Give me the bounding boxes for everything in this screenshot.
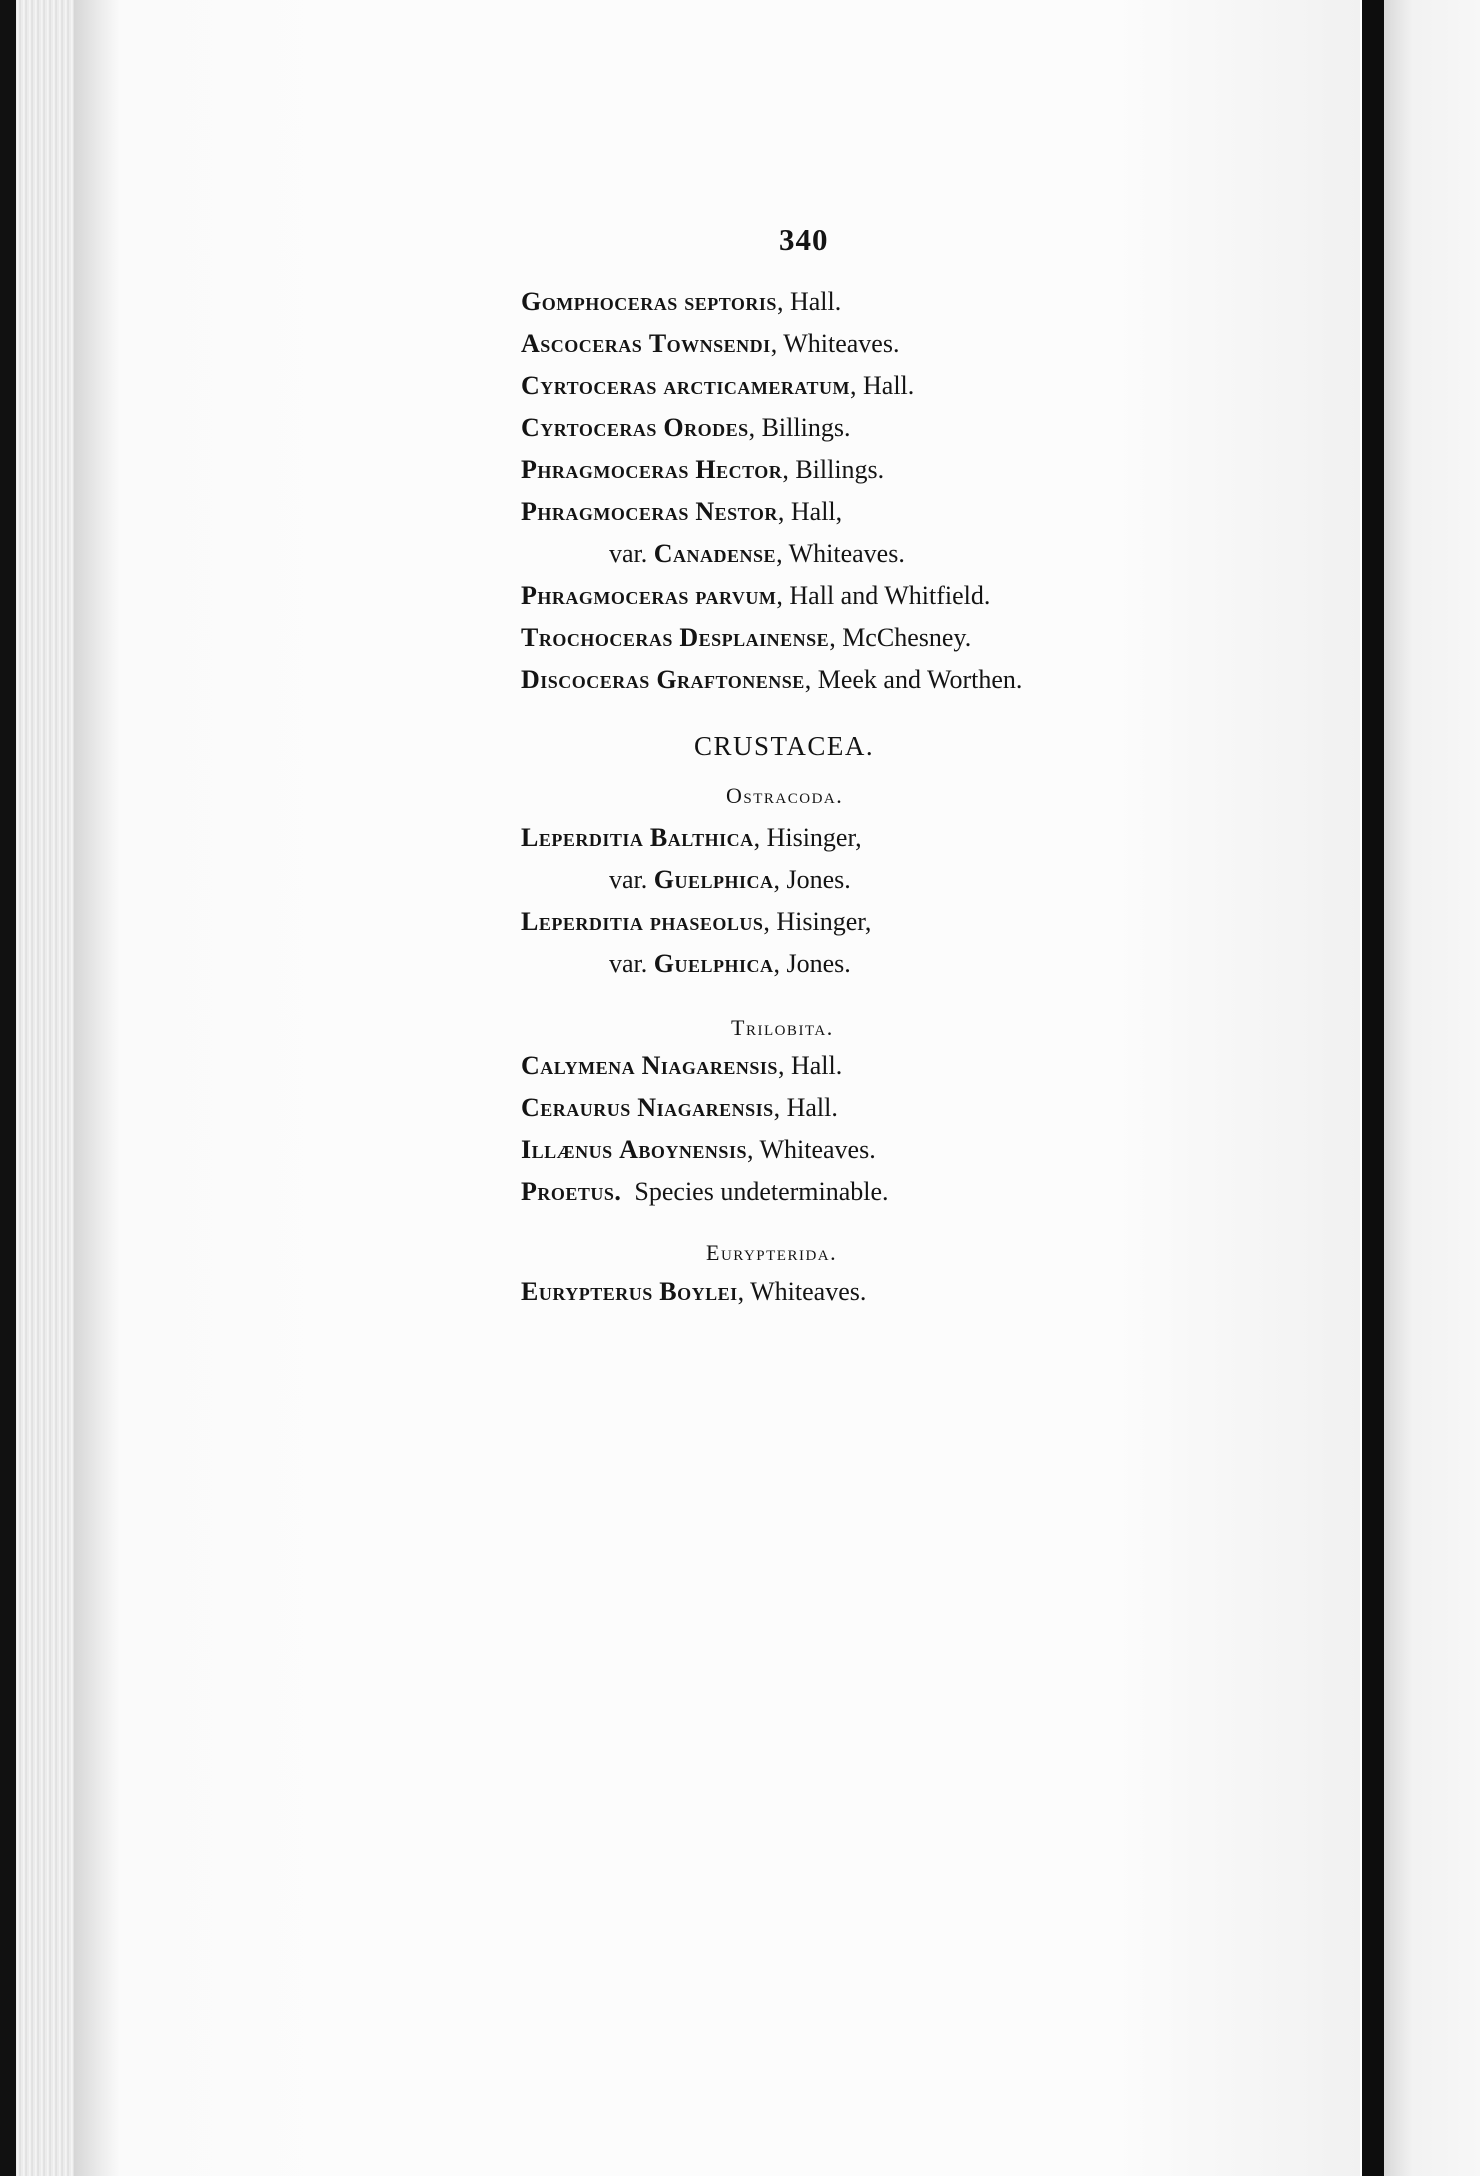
list-item: Trochoceras Desplainense, McChesney. [521,623,972,652]
list-item: Cyrtoceras arcticameratum, Hall. [521,371,915,400]
list-item: Eurypterus Boylei, Whiteaves. [521,1277,867,1306]
list-item: Leperditia Balthica, Hisinger, [521,823,862,852]
list-item: Gomphoceras septoris, Hall. [521,287,842,316]
sub-heading-ostracoda: Ostracoda. [726,783,844,808]
section-heading: CRUSTACEA. [694,731,875,761]
list-item: Ascoceras Townsendi, Whiteaves. [521,329,900,358]
list-item: Proetus. Species undeterminable. [521,1177,889,1206]
list-item: Discoceras Graftonense, Meek and Worthen. [521,665,1023,694]
list-item: Phragmoceras Nestor, Hall, [521,497,843,526]
page-number: 340 [779,222,829,257]
list-item: Cyrtoceras Orodes, Billings. [521,413,851,442]
list-item: Leperditia phaseolus, Hisinger, [521,907,872,936]
list-item: Phragmoceras Hector, Billings. [521,455,885,484]
list-item: Ceraurus Niagarensis, Hall. [521,1093,838,1122]
sub-heading-trilobita: Trilobita. [731,1015,834,1040]
list-item: Illænus Aboynensis, Whiteaves. [521,1135,876,1164]
list-item-variety: var. Canadense, Whiteaves. [609,539,905,568]
sub-heading-eurypterida: Eurypterida. [706,1240,838,1265]
list-item: Calymena Niagarensis, Hall. [521,1051,843,1080]
list-item: Phragmoceras parvum, Hall and Whitfield. [521,581,991,610]
list-item-variety: var. Guelphica, Jones. [609,949,851,978]
list-item-variety: var. Guelphica, Jones. [609,865,851,894]
